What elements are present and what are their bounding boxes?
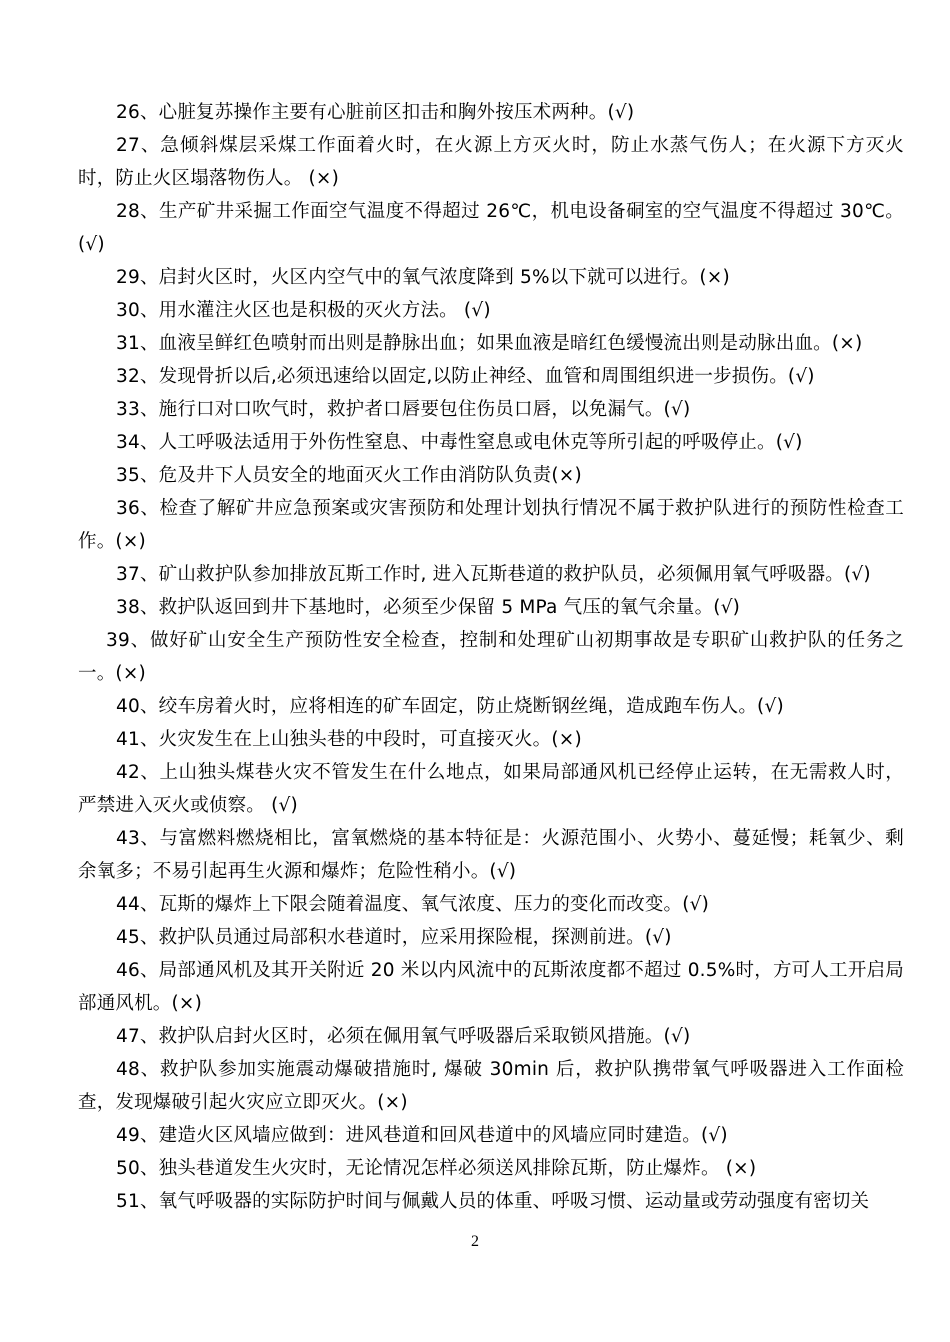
question-item: 48、救护队参加实施震动爆破措施时, 爆破 30min 后，救护队携带氧气呼吸器进入工作面检查，发现爆破引起火灾应立即灭火。(×) [78,1059,904,1113]
question-item: 45、救护队员通过局部积水巷道时，应采用探险棍，探测前进。(√) [116,927,672,948]
question-item: 51、氧气呼吸器的实际防护时间与佩戴人员的体重、呼吸习惯、运动量或劳动强度有密切关 [116,1191,870,1212]
question-item: 36、检查了解矿井应急预案或灾害预防和处理计划执行情况不属于救护队进行的预防性检查工作。(×) [78,498,904,552]
question-item: 34、人工呼吸法适用于外伤性窒息、中毒性窒息或电休克等所引起的呼吸停止。(√) [116,432,803,453]
question-item: 46、局部通风机及其开关附近 20 米以内风流中的瓦斯浓度都不超过 0.5%时，方可人工开启局部通风机。(×) [78,960,904,1014]
question-item: 35、危及井下人员安全的地面灭火工作由消防队负责(×) [116,465,582,486]
question-item: 40、绞车房着火时，应将相连的矿车固定，防止烧断钢丝绳，造成跑车伤人。(√) [116,696,784,717]
question-item: 49、建造火区风墙应做到：进风巷道和回风巷道中的风墙应同时建造。(√) [116,1125,728,1146]
question-item: 32、发现骨折以后,必须迅速给以固定,以防止神经、血管和周围组织进一步损伤。(√) [116,366,815,387]
question-item: 33、施行口对口吹气时，救护者口唇要包住伤员口唇，以免漏气。(√) [116,399,691,420]
question-item: 44、瓦斯的爆炸上下限会随着温度、氧气浓度、压力的变化而改变。(√) [116,894,710,915]
question-item: 38、救护队返回到井下基地时，必须至少保留 5 MPa 气压的氧气余量。(√) [116,597,741,618]
question-item: 43、与富燃料燃烧相比，富氧燃烧的基本特征是：火源范围小、火势小、蔓延慢；耗氧少、剩余氧多；不易引起再生火源和爆炸；危险性稍小。(√) [78,828,904,882]
question-item: 28、生产矿井采掘工作面空气温度不得超过 26℃，机电设备硐室的空气温度不得超过 30℃。(√) [78,201,904,255]
question-item: 41、火灾发生在上山独头巷的中段时，可直接灭火。(×) [116,729,582,750]
question-item: 29、启封火区时，火区内空气中的氧气浓度降到 5%以下就可以进行。(×) [116,267,730,288]
question-item: 30、用水灌注火区也是积极的灭火方法。 (√) [116,300,491,321]
document-body [78,96,904,1218]
question-item: 26、心脏复苏操作主要有心脏前区扣击和胸外按压术两种。(√) [116,102,635,123]
question-item: 27、急倾斜煤层采煤工作面着火时，在火源上方灭火时，防止水蒸气伤人；在火源下方灭火时，防止火区塌落物伤人。 (×) [78,135,904,189]
question-item: 39、做好矿山安全生产预防性安全检查，控制和处理矿山初期事故是专职矿山救护队的任务之一。(×) [78,630,904,684]
question-item: 37、矿山救护队参加排放瓦斯工作时, 进入瓦斯巷道的救护队员，必须佩用氧气呼吸器。(√) [116,564,871,585]
question-item: 47、救护队启封火区时，必须在佩用氧气呼吸器后采取锁风措施。(√) [116,1026,691,1047]
question-item: 31、血液呈鲜红色喷射而出则是静脉出血；如果血液是暗红色缓慢流出则是动脉出血。(×) [116,333,863,354]
page-number: 2 [471,1233,479,1250]
question-item: 42、上山独头煤巷火灾不管发生在什么地点，如果局部通风机已经停止运转，在无需救人时，严禁进入灭火或侦察。 (√) [78,762,904,816]
question-item: 50、独头巷道发生火灾时，无论情况怎样必须送风排除瓦斯，防止爆炸。 (×) [116,1158,757,1179]
